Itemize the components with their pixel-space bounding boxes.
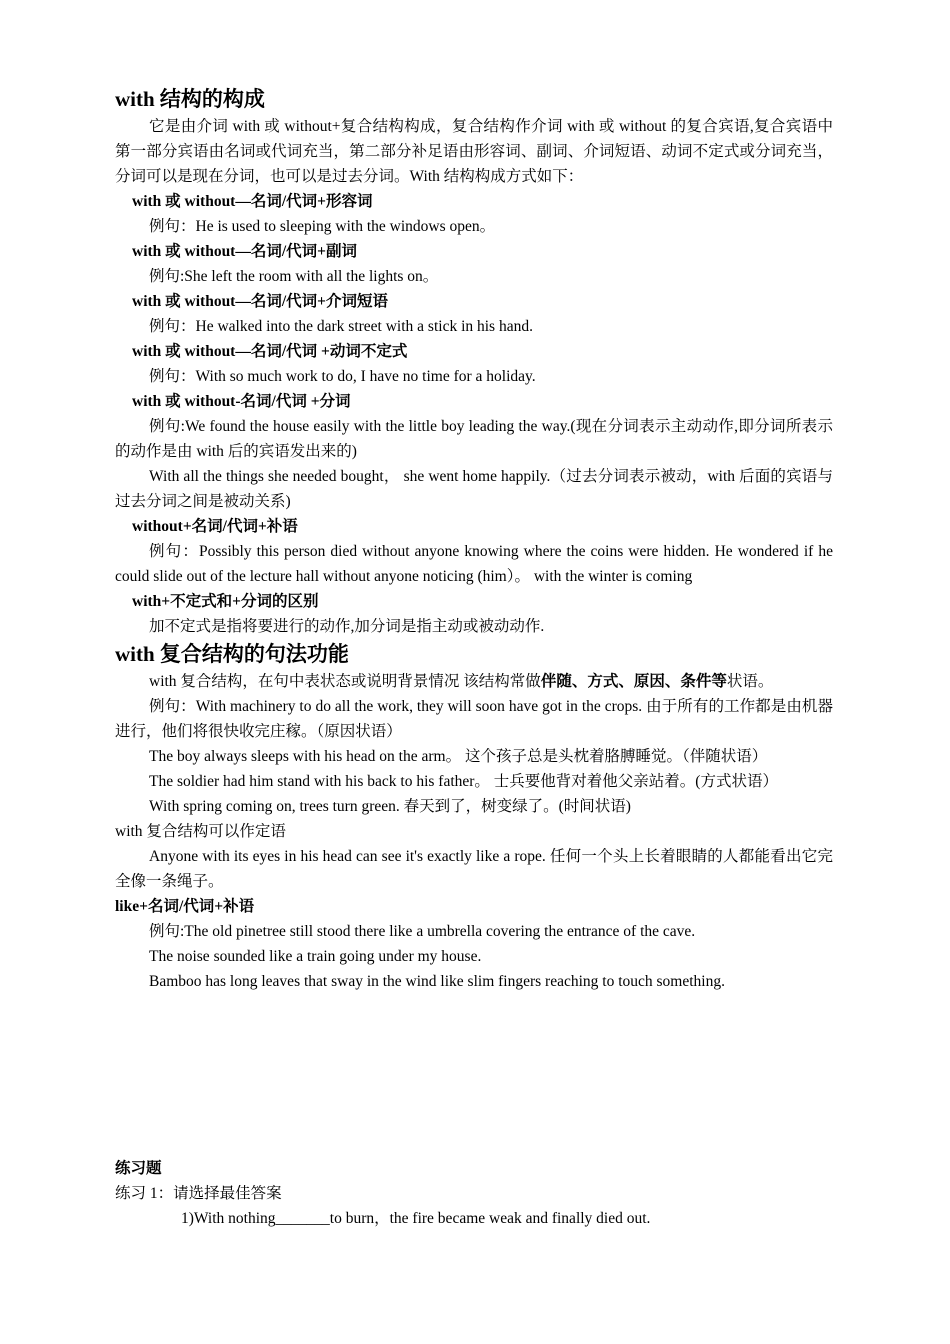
section-title-syntax-function: with 复合结构的句法功能 xyxy=(115,642,349,666)
exercise-subtitle: 练习 1：请选择最佳答案 xyxy=(115,1185,282,1202)
example-adverb: 例句:She left the room with all the lights on。 xyxy=(149,268,439,285)
syntax-intro-post: 状语。 xyxy=(726,673,774,690)
intro-paragraph: 它是由介词 with 或 without+复合结构构成，复合结构作介词 with 或 without 的复合宾语,复合宾语中第一部分宾语由名词或代词充当，第二部分补足语由形容词、副词、介词短语、动词不定式或分词充当，分词可以是现在分词，也可以是过去分词。With 结构构成方式如下： xyxy=(115,118,833,185)
pattern-infinitive: with 或 without—名词/代词 +动词不定式 xyxy=(132,343,408,360)
section-title-with-structure: with 结构的构成 xyxy=(115,87,265,111)
example-time: With spring coming on, trees turn green. 春天到了，树变绿了。(时间状语) xyxy=(149,798,631,815)
attributive-title: with 复合结构可以作定语 xyxy=(115,823,286,840)
example-present-participle: 例句:We found the house easily with the little boy leading the way.(现在分词表示主动动作,即分词所表示的动作是由 with 后的宾语发出来的) xyxy=(115,418,833,460)
example-attributive: Anyone with its eyes in his head can see it's exactly like a rope. 任何一个头上长着眼睛的人都能看出它完全像一条绳子。 xyxy=(115,848,833,890)
infinitive-vs-participle-title: with+不定式和+分词的区别 xyxy=(132,593,319,610)
example-reason: 例句：With machinery to do all the work, they will soon have got in the crops. 由于所有的工作都是由机器进行，他们将很快收完庄稼。（原因状语） xyxy=(115,698,833,740)
blank-space xyxy=(115,994,833,1156)
like-pattern-title: like+名词/代词+补语 xyxy=(115,898,255,915)
pattern-without-complement: without+名词/代词+补语 xyxy=(132,518,298,535)
example-past-participle: With all the things she needed bought， she went home happily.（过去分词表示被动，with 后面的宾语与过去分词之间是被动关系) xyxy=(115,468,833,510)
pattern-prep-phrase: with 或 without—名词/代词+介词短语 xyxy=(132,293,388,310)
exercise-title: 练习题 xyxy=(115,1160,162,1177)
pattern-adjective: with 或 without—名词/代词+形容词 xyxy=(132,193,373,210)
example-adjective: 例句：He is used to sleeping with the windows open。 xyxy=(149,218,496,235)
like-example-2: The noise sounded like a train going under my house. xyxy=(149,948,482,965)
syntax-intro-bold: 伴随、方式、原因、条件等 xyxy=(540,673,727,690)
pattern-adverb: with 或 without—名词/代词+副词 xyxy=(132,243,357,260)
exercise-question-1: 1)With nothing_______to burn，the fire became weak and finally died out. xyxy=(181,1210,651,1227)
infinitive-vs-participle-text: 加不定式是指将要进行的动作,加分词是指主动或被动动作. xyxy=(149,618,545,635)
example-infinitive: 例句：With so much work to do, I have no time for a holiday. xyxy=(149,368,536,385)
example-without-complement: 例句：Possibly this person died without anyone knowing where the coins were hidden. He wondered if he could slide out of the lecture hall without anyone noticing (him）。 with the winter is coming xyxy=(115,543,833,585)
pattern-participle: with 或 without-名词/代词 +分词 xyxy=(132,393,351,410)
example-accompany: The boy always sleeps with his head on the arm。 这个孩子总是头枕着胳膊睡觉。（伴随状语） xyxy=(149,748,768,765)
syntax-intro xyxy=(115,669,833,694)
like-example-1: 例句:The old pinetree still stood there like a umbrella covering the entrance of the cave. xyxy=(149,923,696,940)
example-manner: The soldier had him stand with his back to his father。 士兵要他背对着他父亲站着。(方式状语） xyxy=(149,773,778,790)
example-prep-phrase: 例句：He walked into the dark street with a stick in his hand. xyxy=(149,318,533,335)
syntax-intro-pre: with 复合结构，在句中表状态或说明背景情况 该结构常做 xyxy=(149,673,541,690)
like-example-3: Bamboo has long leaves that sway in the wind like slim fingers reaching to touch something. xyxy=(149,973,725,990)
document-page xyxy=(115,84,833,1231)
